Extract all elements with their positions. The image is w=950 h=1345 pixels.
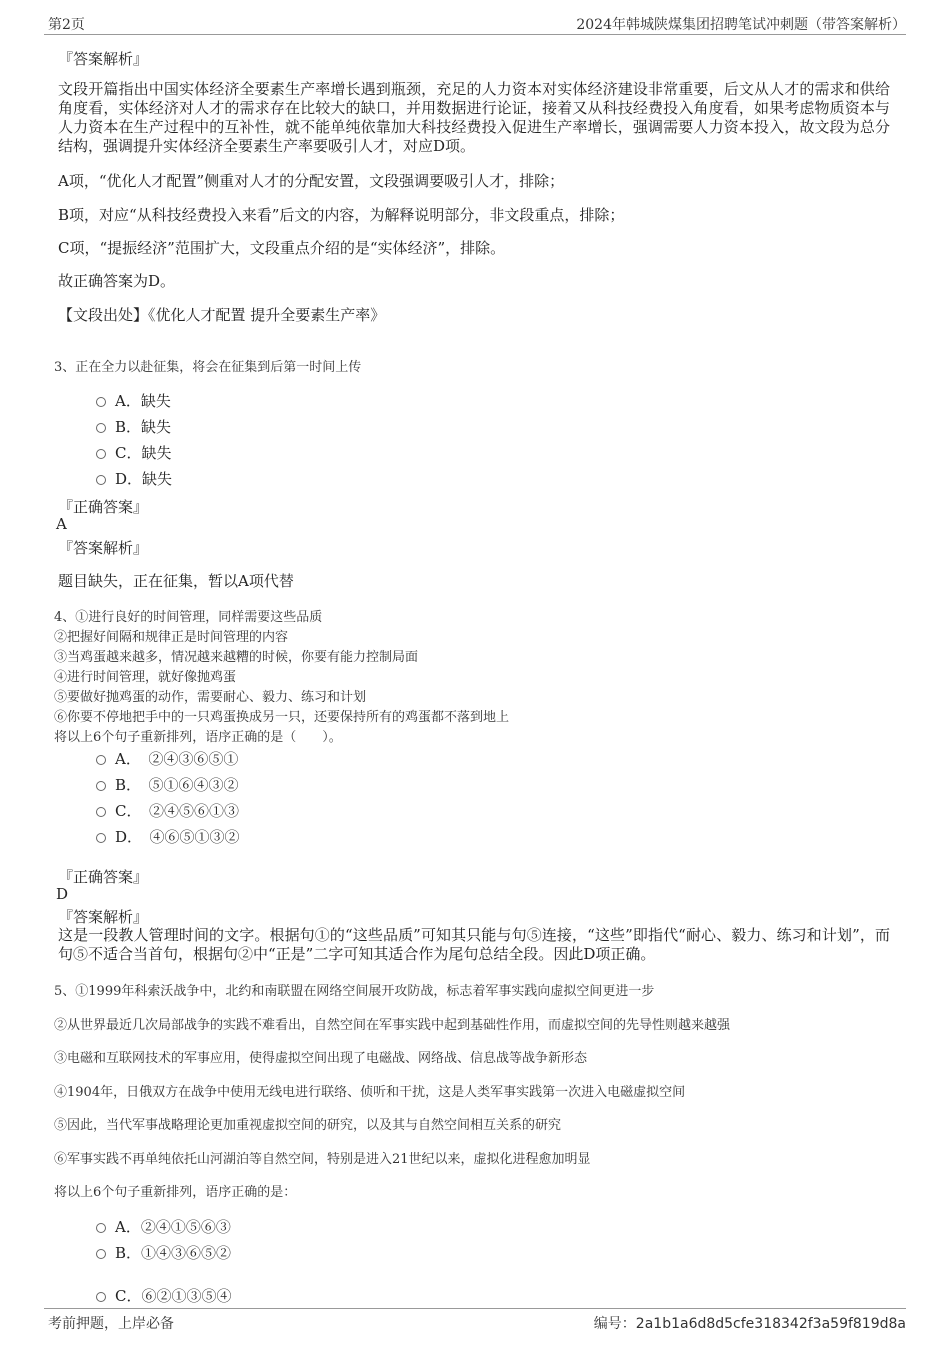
radio-icon[interactable] [96,449,106,459]
q3-option-d[interactable]: D．缺失 [96,468,172,489]
q2-analysis-text: 文段开篇指出中国实体经济全要素生产率增长遇到瓶颈，充足的人力资本对实体经济建设非常重要，后文从人才的需求和供给角度看，实体经济对人才的需求存在比较大的缺口，并用数据进行论证，接着又从科技经费投入角度看，如果考虑物质资本与人力资本在生产过程中的互补性，就不能单纯依靠加大科技经费投入促进生产率增长，强调需要人力资本投入，故文段为总分结构，强调提升实体经济全要素生产率要吸引人才，对应D项。 [58,80,890,155]
q2-source: 【文段出处】《优化人才配置 提升全要素生产率》 [58,306,386,324]
q3-stem: 3、正在全力以赴征集，将会在征集到后第一时间上传 [54,360,362,375]
q3-option-b[interactable]: B．缺失 [96,416,171,437]
q4-option-a[interactable]: A． ②④③⑥⑤① [96,748,238,769]
q3-option-a[interactable]: A．缺失 [96,390,171,411]
footer-slogan: 考前押题，上岸必备 [48,1316,174,1332]
footer-divider [44,1308,906,1309]
q4-answer: D [56,885,69,903]
radio-icon[interactable] [96,807,106,817]
q5-stem-line: 5、①1999年科索沃战争中，北约和南联盟在网络空间展开攻防战，标志着军事实践向虚拟空间更进一步 [54,984,655,999]
q5-stem-line: ⑤因此，当代军事战略理论更加重视虚拟空间的研究，以及其与自然空间相互关系的研究 [54,1118,562,1133]
document-title: 2024年韩城陕煤集团招聘笔试冲刺题（带答案解析） [576,17,906,33]
q2-option-b-note: B项，对应“从科技经费投入来看”后文的内容，为解释说明部分，非文段重点，排除； [58,206,625,224]
q2-analysis-label: 『答案解析』 [58,50,149,68]
radio-icon[interactable] [96,423,106,433]
q4-option-b[interactable]: B． ⑤①⑥④③② [96,774,239,795]
page-number: 第2页 [48,17,85,33]
q4-stem-question: 将以上6个句子重新排列，语序正确的是（ ）。 [54,730,342,745]
footer-code-label: 编号： [593,1316,636,1332]
q5-stem-line: ③电磁和互联网技术的军事应用，使得虚拟空间出现了电磁战、网络战、信息战等战争新形态 [54,1051,588,1066]
q5-stem-line: ②从世界最近几次局部战争的实践不难看出，自然空间在军事实践中起到基础性作用，而虚拟空间的先导性则越来越强 [54,1018,731,1033]
q2-option-c-note: C项，“提振经济”范围扩大，文段重点介绍的是“实体经济”，排除。 [58,239,506,257]
q4-answer-label: 『正确答案』 [58,868,149,886]
q3-answer-label: 『正确答案』 [58,498,149,516]
footer-code [594,1313,906,1333]
radio-icon[interactable] [96,475,106,485]
q2-conclusion: 故正确答案为D。 [58,272,176,290]
q4-stem-line: ②把握好间隔和规律正是时间管理的内容 [54,630,289,645]
radio-icon[interactable] [96,1249,106,1259]
radio-icon[interactable] [96,1223,106,1233]
q3-analysis-label: 『答案解析』 [58,539,149,557]
q5-stem-line: ④1904年，日俄双方在战争中使用无线电进行联络、侦听和干扰，这是人类军事实践第一次进入电磁虚拟空间 [54,1085,686,1100]
q4-option-c[interactable]: C． ②④⑤⑥①③ [96,800,239,821]
q5-option-b[interactable]: B．①④③⑥⑤② [96,1242,231,1263]
radio-icon[interactable] [96,1292,106,1302]
q5-option-a[interactable]: A．②④①⑤⑥③ [96,1216,231,1237]
q5-stem-question: 将以上6个句子重新排列，语序正确的是： [54,1185,297,1200]
q4-stem-line: ④进行时间管理，就好像抛鸡蛋 [54,670,237,685]
footer-code-value: 2a1b1a6d8d5cfe318342f3a59f819d8a [635,1316,906,1332]
q4-stem-line: ⑤要做好抛鸡蛋的动作，需要耐心、毅力、练习和计划 [54,690,367,705]
q2-option-a-note: A项，“优化人才配置”侧重对人才的分配安置，文段强调要吸引人才，排除； [58,172,565,190]
q3-analysis: 题目缺失，正在征集，暂以A项代替 [58,572,294,590]
q5-stem-line: ⑥军事实践不再单纯依托山河湖泊等自然空间，特别是进入21世纪以来，虚拟化进程愈加明显 [54,1152,591,1167]
radio-icon[interactable] [96,755,106,765]
q3-answer: A [56,515,67,533]
q5-option-c[interactable]: C．⑥②①③⑤④ [96,1285,231,1306]
q4-option-d[interactable]: D． ④⑥⑤①③② [96,826,240,847]
radio-icon[interactable] [96,781,106,791]
q4-analysis-label: 『答案解析』 [58,908,149,926]
q3-option-c[interactable]: C．缺失 [96,442,171,463]
header-divider [44,34,906,35]
radio-icon[interactable] [96,397,106,407]
q4-stem-line: ③当鸡蛋越来越多，情况越来越糟的时候，你要有能力控制局面 [54,650,419,665]
q4-analysis: 这是一段教人管理时间的文字。根据句①的“这些品质”可知其只能与句⑤连接，“这些”即指代“耐心、毅力、练习和计划”，而句⑤不适合当首句，根据句②中“正是”二字可知其适合作为尾句总结全段。因此D项正确。 [58,926,890,963]
q4-stem-line: 4、①进行良好的时间管理，同样需要这些品质 [54,610,323,625]
radio-icon[interactable] [96,833,106,843]
q4-stem-line: ⑥你要不停地把手中的一只鸡蛋换成另一只，还要保持所有的鸡蛋都不落到地上 [54,710,510,725]
